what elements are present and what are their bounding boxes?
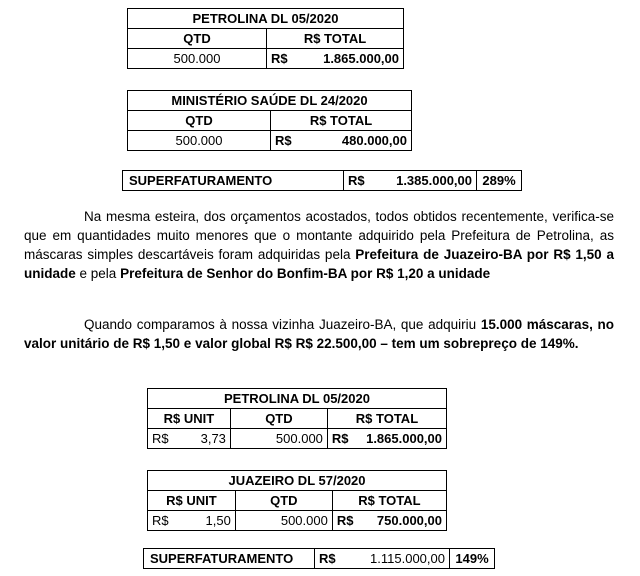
- unit-currency: R$: [148, 429, 173, 449]
- qtd-value: 500.000: [235, 511, 332, 531]
- paragraph-bold: Prefeitura de Juazeiro-BA por R$ 1,50 a unidade: [24, 247, 614, 281]
- table-petrolina: [127, 8, 404, 69]
- currency-label: R$: [332, 511, 361, 531]
- superfat-value: 1.385.000,00: [376, 171, 477, 191]
- total-value: 480.000,00: [299, 131, 412, 151]
- superfat-percent: 289%: [477, 171, 522, 191]
- superfat-percent: 149%: [450, 549, 495, 569]
- superfaturamento-2: [143, 548, 495, 569]
- paragraph-bold: Prefeitura de Senhor do Bonfim-BA por R$ 1,20 a unidade: [120, 266, 491, 281]
- table-title: PETROLINA DL 05/2020: [148, 389, 447, 409]
- total-value: 1.865.000,00: [295, 49, 404, 69]
- superfat-value: 1.115.000,00: [347, 549, 450, 569]
- paragraph-text: Na mesma esteira, dos orçamentos acostados, todos obtidos recentemente, verifica-se que em quantidades muito menores que o montante adquirido pela Prefeitura de Petrolina, as máscaras simples descartáveis foram adquiridas pela: [24, 209, 614, 262]
- total-value: 750.000,00: [361, 511, 447, 531]
- unit-value: 3,73: [173, 429, 231, 449]
- paragraph-juazeiro: [24, 315, 614, 353]
- table-title: JUAZEIRO DL 57/2020: [148, 471, 447, 491]
- superfaturamento-1: [122, 170, 522, 191]
- paragraph-orcamentos: [24, 207, 614, 283]
- superfat-label: SUPERFATURAMENTO: [123, 171, 344, 191]
- paragraph-bold: 15.000 máscaras, no valor unitário de R$ 1,50 e valor global R$ R$ 22.500,00 – tem um sobrepreço de 149%.: [24, 317, 614, 351]
- col-unit: R$ UNIT: [148, 491, 236, 511]
- col-total: R$ TOTAL: [332, 491, 446, 511]
- col-qtd: QTD: [128, 111, 271, 131]
- qtd-value: 500.000: [128, 131, 271, 151]
- currency-label: R$: [327, 429, 356, 449]
- col-total: R$ TOTAL: [327, 409, 446, 429]
- paragraph-text: Quando comparamos à nossa vizinha Juazeiro-BA, que adquiriu: [84, 317, 481, 332]
- superfat-label: SUPERFATURAMENTO: [144, 549, 315, 569]
- currency-label: R$: [271, 131, 300, 151]
- unit-currency: R$: [148, 511, 173, 531]
- col-total: R$ TOTAL: [267, 29, 404, 49]
- table-petrolina-unit: [147, 388, 447, 449]
- col-total: R$ TOTAL: [271, 111, 412, 131]
- col-unit: R$ UNIT: [148, 409, 231, 429]
- table-title: MINISTÉRIO SAÚDE DL 24/2020: [128, 91, 412, 111]
- currency-label: R$: [344, 171, 377, 191]
- currency-label: R$: [267, 49, 296, 69]
- qtd-value: 500.000: [128, 49, 267, 69]
- col-qtd: QTD: [230, 409, 327, 429]
- table-ministerio: [127, 90, 412, 151]
- qtd-value: 500.000: [230, 429, 327, 449]
- paragraph-text: e pela: [75, 266, 121, 281]
- total-value: 1.865.000,00: [356, 429, 447, 449]
- col-qtd: QTD: [235, 491, 332, 511]
- table-juazeiro-unit: [147, 470, 447, 531]
- table-title: PETROLINA DL 05/2020: [128, 9, 404, 29]
- unit-value: 1,50: [173, 511, 236, 531]
- col-qtd: QTD: [128, 29, 267, 49]
- currency-label: R$: [315, 549, 348, 569]
